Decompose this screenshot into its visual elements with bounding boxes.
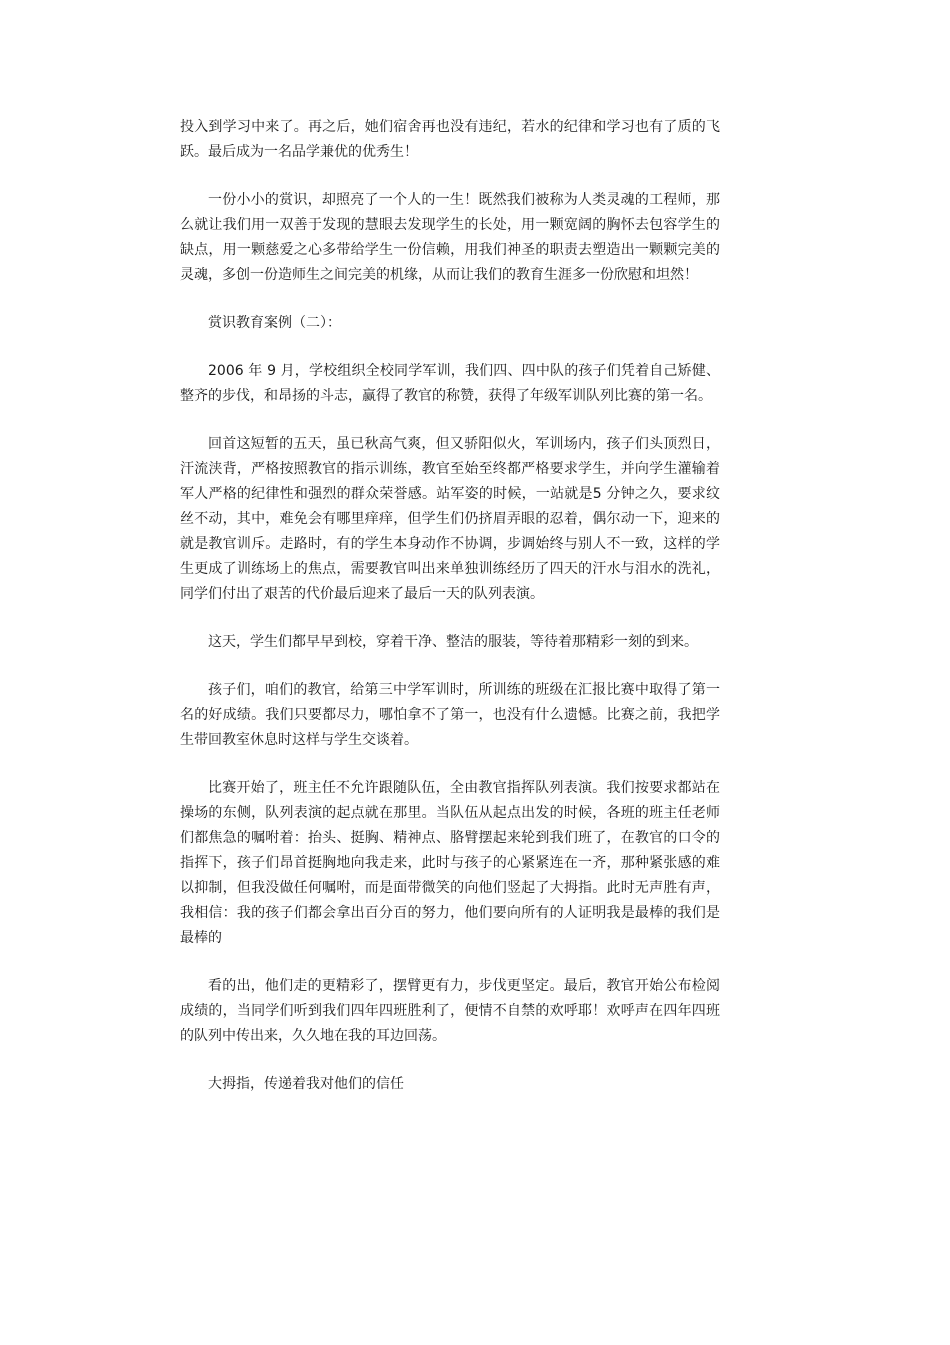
paragraph-3: 2006 年 9 月，学校组织全校同学军训，我们四、四中队的孩子们凭着自己矫健、整齐的步伐，和昂扬的斗志，赢得了教官的称赞，获得了年级军训队列比赛的第一名。	[180, 363, 720, 404]
paragraph-7: 比赛开始了，班主任不允许跟随队伍，全由教官指挥队列表演。我们按要求都站在操场的东侧，队列表演的起点就在那里。当队伍从起点出发的时候，各班的班主任老师们都焦急的嘱咐着：抬头、挺胸、精神点、胳臂摆起来轮到我们班了，在教官的口令的指挥下，孩子们昂首挺胸地向我走来，此时与孩子的心紧紧连在一齐，那种紧张感的难以抑制，但我没做任何嘱咐，而是面带微笑的向他们竖起了大拇指。此时无声胜有声，我相信：我的孩子们都会拿出百分百的努力，他们要向所有的人证明我是最棒的我们是最棒的	[180, 780, 720, 946]
paragraph-4: 回首这短暂的五天，虽已秋高气爽，但又骄阳似火，军训场内，孩子们头顶烈日，汗流浃背，严格按照教官的指示训练，教官至始至终都严格要求学生，并向学生灌输着军人严格的纪律性和强烈的群众荣誉感。站军姿的时候，一站就是5 分钟之久，要求纹丝不动，其中，难免会有哪里痒痒，但学生们仍挤眉弄眼的忍着，偶尔动一下，迎来的就是教官训斥。走路时，有的学生本身动作不协调，步调始终与别人不一致，这样的学生更成了训练场上的焦点，需要教官叫出来单独训练经历了四天的汗水与泪水的洗礼，同学们付出了艰苦的代价最后迎来了最后一天的队列表演。	[180, 436, 720, 602]
paragraph-8: 看的出，他们走的更精彩了，摆臂更有力，步伐更坚定。最后，教官开始公布检阅成绩的，当同学们听到我们四年四班胜利了，便情不自禁的欢呼耶！欢呼声在四年四班的队列中传出来，久久地在我的耳边回荡。	[180, 978, 720, 1044]
section-heading: 赏识教育案例（二）：	[208, 315, 341, 331]
paragraph-5: 这天，学生们都早早到校，穿着干净、整洁的服装，等待着那精彩一刻的到来。	[208, 634, 698, 650]
paragraph-1: 投入到学习中来了。再之后，她们宿舍再也没有违纪，若水的纪律和学习也有了质的飞跃。最后成为一名品学兼优的优秀生！	[180, 119, 720, 160]
paragraph-2: 一份小小的赏识，却照亮了一个人的一生！既然我们被称为人类灵魂的工程师，那么就让我们用一双善于发现的慧眼去发现学生的长处，用一颗宽阔的胸怀去包容学生的缺点，用一颗慈爱之心多带给学生一份信赖，用我们神圣的职责去塑造出一颗颗完美的灵魂，多创一份造师生之间完美的机缘，从而让我们的教育生涯多一份欣慰和坦然！	[180, 192, 720, 283]
paragraph-6: 孩子们，咱们的教官，给第三中学军训时，所训练的班级在汇报比赛中取得了第一名的好成绩。我们只要都尽力，哪怕拿不了第一，也没有什么遗憾。比赛之前，我把学生带回教室休息时这样与学生交谈着。	[180, 682, 720, 748]
document-body	[180, 115, 720, 1120]
paragraph-9: 大拇指，传递着我对他们的信任	[208, 1076, 404, 1092]
